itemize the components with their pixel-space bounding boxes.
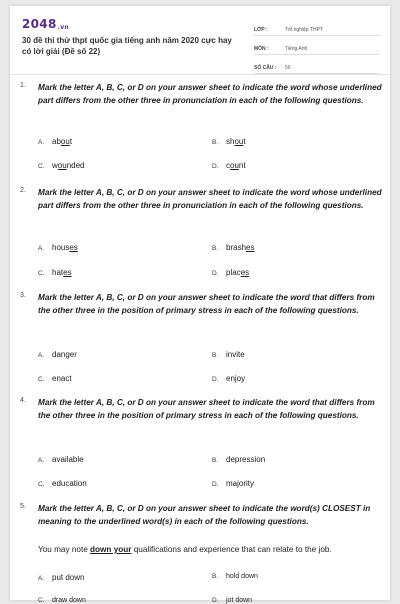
logo-suffix: .vn (57, 24, 69, 31)
option-b[interactable]: B. brashes (212, 243, 255, 252)
option-d[interactable]: D. jot down (212, 597, 253, 604)
meta-value: Tốt nghiệp THPT (285, 27, 323, 33)
document-meta (254, 18, 380, 75)
question-number: 5. (20, 503, 26, 510)
option-a[interactable]: A. houses (38, 243, 78, 252)
document-page (10, 6, 390, 604)
document-header (10, 6, 390, 70)
option-b[interactable]: B. depression (212, 455, 266, 464)
option-b[interactable]: B. invite (212, 350, 245, 359)
question-instruction: Mark the letter A, B, C, or D on your answer sheet to indicate the word whose underlined part differs from the other three in pronunciation in each of the following questions. (38, 188, 382, 210)
question-instruction: Mark the letter A, B, C, or D on your answer sheet to indicate the word that differs from the other three in the position of primary stress in each of the following questions. (38, 293, 375, 315)
option-d[interactable]: D. enjoy (212, 374, 246, 383)
question-instruction: Mark the letter A, B, C, or D on your answer sheet to indicate the word(s) CLOSEST in meaning to the underlined word(s) in each of the following questions. (38, 504, 371, 526)
meta-key: LỚP : (254, 27, 268, 33)
option-c[interactable]: C. draw down (38, 597, 86, 604)
option-b[interactable]: B. shout (212, 137, 246, 146)
meta-value: 50 (285, 65, 291, 71)
question-number: 3. (20, 292, 26, 299)
option-a[interactable]: A. danger (38, 350, 77, 359)
logo-text: 2048 (22, 17, 57, 31)
option-c[interactable]: C. hates (38, 268, 72, 277)
site-logo[interactable] (22, 17, 69, 31)
header-divider (10, 74, 390, 75)
meta-key: MÔN : (254, 46, 269, 52)
option-a[interactable]: A. available (38, 455, 84, 464)
meta-key: SỐ CÂU : (254, 65, 277, 71)
option-c[interactable]: C. wounded (38, 161, 85, 170)
meta-row-class (254, 18, 380, 36)
meta-row-subject (254, 37, 380, 55)
option-d[interactable]: D. places (212, 268, 250, 277)
meta-value: Tiếng Anh (285, 46, 308, 52)
option-d[interactable]: D. count (212, 161, 246, 170)
question-instruction: Mark the letter A, B, C, or D on your answer sheet to indicate the word whose underlined part differs from the other three in pronunciation in each of the following questions. (38, 83, 382, 105)
question-instruction: Mark the letter A, B, C, or D on your answer sheet to indicate the word that differs from the other three in the position of primary stress in each of the following questions. (38, 398, 375, 420)
question-number: 1. (20, 82, 26, 89)
option-d[interactable]: D. majority (212, 479, 255, 488)
option-c[interactable]: C. enact (38, 374, 72, 383)
meta-row-count (254, 56, 380, 74)
question-number: 2. (20, 187, 26, 194)
question-sentence: You may note down your qualifications and experience that can relate to the job. (38, 545, 332, 554)
option-a[interactable]: A. about (38, 137, 73, 146)
option-a[interactable]: A. put down (38, 573, 85, 582)
option-c[interactable]: C. education (38, 479, 87, 488)
question-number: 4. (20, 397, 26, 404)
option-b[interactable]: B. hold down (212, 573, 258, 580)
document-title: 30 đề thi thử thpt quốc gia tiếng anh năm 2020 cực hay có lời giải (Đề số 22) (22, 36, 232, 56)
